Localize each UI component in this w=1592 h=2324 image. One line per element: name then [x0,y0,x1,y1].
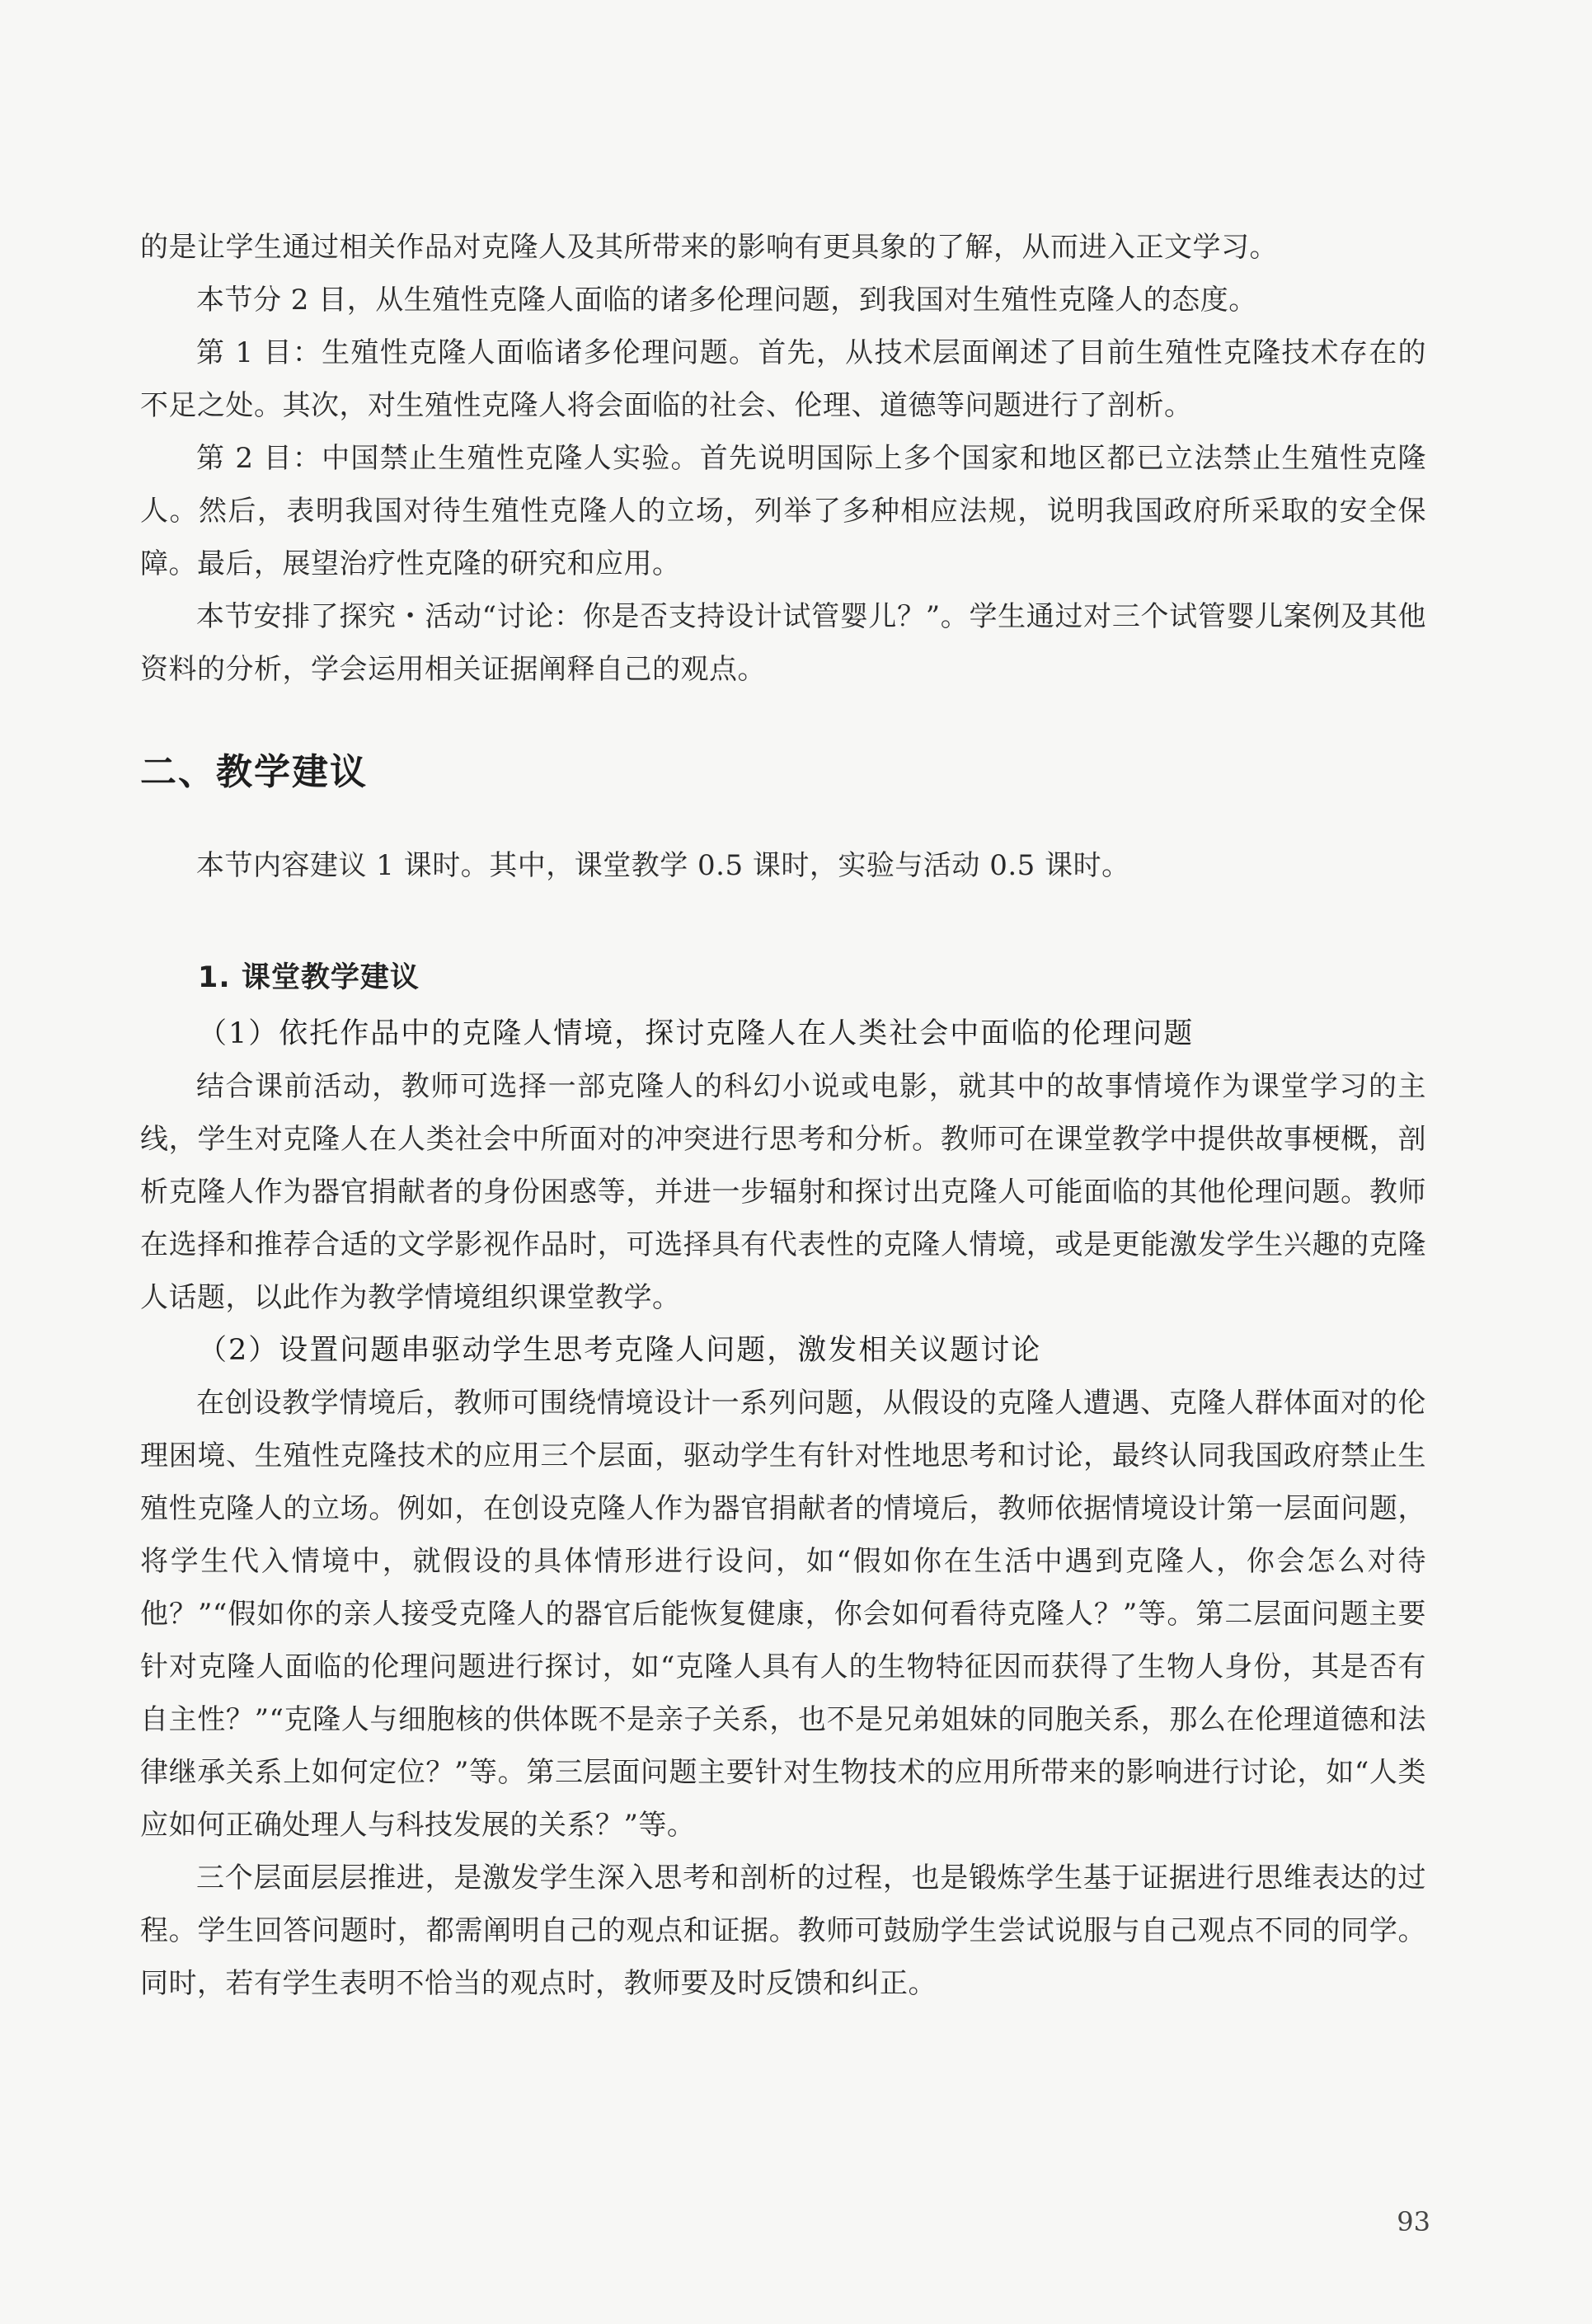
hours-block [140,839,1426,892]
intro-paragraph-4: 第 2 目：中国禁止生殖性克隆人实验。首先说明国际上多个国家和地区都已立法禁止生殖性克隆人。然后，表明我国对待生殖性克隆人的立场，列举了多种相应法规，说明我国政府所采取的安全保障。最后，展望治疗性克隆的研究和应用。 [140,442,1426,580]
item1-text: 结合课前活动，教师可选择一部克隆人的科幻小说或电影，就其中的故事情境作为课堂学习的主线，学生对克隆人在人类社会中所面对的冲突进行思考和分析。教师可在课堂教学中提供故事梗概，剖析克隆人作为器官捐献者的身份困惑等，并进一步辐射和探讨出克隆人可能面临的其他伦理问题。教师在选择和推荐合适的文学影视作品时，可选择具有代表性的克隆人情境，或是更能激发学生兴趣的克隆人话题，以此作为教学情境组织课堂教学。 [140,1070,1426,1314]
item2-text-2: 三个层面层层推进，是激发学生深入思考和剖析的过程，也是锻炼学生基于证据进行思维表达的过程。学生回答问题时，都需阐明自己的观点和证据。教师可鼓励学生尝试说服与自己观点不同的同学。同时，若有学生表明不恰当的观点时，教师要及时反馈和纠正。 [140,1862,1426,2000]
intro-paragraph-2: 本节分 2 目，从生殖性克隆人面临的诸多伦理问题，到我国对生殖性克隆人的态度。 [196,284,1257,317]
subsection-body [140,1007,1426,2010]
intro-section [140,221,1426,696]
item2-heading: （2）设置问题串驱动学生思考克隆人问题，激发相关议题讨论 [198,1334,1042,1367]
intro-paragraph-1: 的是让学生通过相关作品对克隆人及其所带来的影响有更具象的了解，从而进入正文学习。 [140,231,1278,264]
subsection-title: 1. 课堂教学建议 [198,961,420,994]
item2-text-1: 在创设教学情境后，教师可围绕情境设计一系列问题，从假设的克隆人遭遇、克隆人群体面对的伦理困境、生殖性克隆技术的应用三个层面，驱动学生有针对性地思考和讨论，最终认同我国政府禁止生殖性克隆人的立场。例如，在创设克隆人作为器官捐献者的情境后，教师依据情境设计第一层面问题，将学生代入情境中，就假设的具体情形进行设问，如“假如你在生活中遇到克隆人，你会怎么对待他？”“假如你的亲人接受克隆人的器官后能恢复健康，你会如何看待克隆人？”等。第二层面问题主要针对克隆人面临的伦理问题进行探讨，如“克隆人具有人的生物特征因而获得了生物人身份，其是否有自主性？”“克隆人与细胞核的供体既不是亲子关系，也不是兄弟姐妹的同胞关系，那么在伦理道德和法律继承关系上如何定位？”等。第三层面问题主要针对生物技术的应用所带来的影响进行讨论，如“人类应如何正确处理人与科技发展的关系？”等。 [140,1387,1426,1842]
page-number: 93 [1397,2206,1430,2237]
intro-paragraph-5: 本节安排了探究・活动“讨论：你是否支持设计试管婴儿？”。学生通过对三个试管婴儿案例及其他资料的分析，学会运用相关证据阐释自己的观点。 [140,600,1426,686]
item1-heading: （1）依托作品中的克隆人情境，探讨克隆人在人类社会中面临的伦理问题 [198,1017,1195,1050]
hours-text: 本节内容建议 1 课时。其中，课堂教学 0.5 课时，实验与活动 0.5 课时。 [196,849,1130,882]
intro-paragraph-3: 第 1 目：生殖性克隆人面临诸多伦理问题。首先，从技术层面阐述了目前生殖性克隆技术存在的不足之处。其次，对生殖性克隆人将会面临的社会、伦理、道德等问题进行了剖析。 [140,336,1426,422]
section-title: 二、教学建议 [140,751,368,793]
